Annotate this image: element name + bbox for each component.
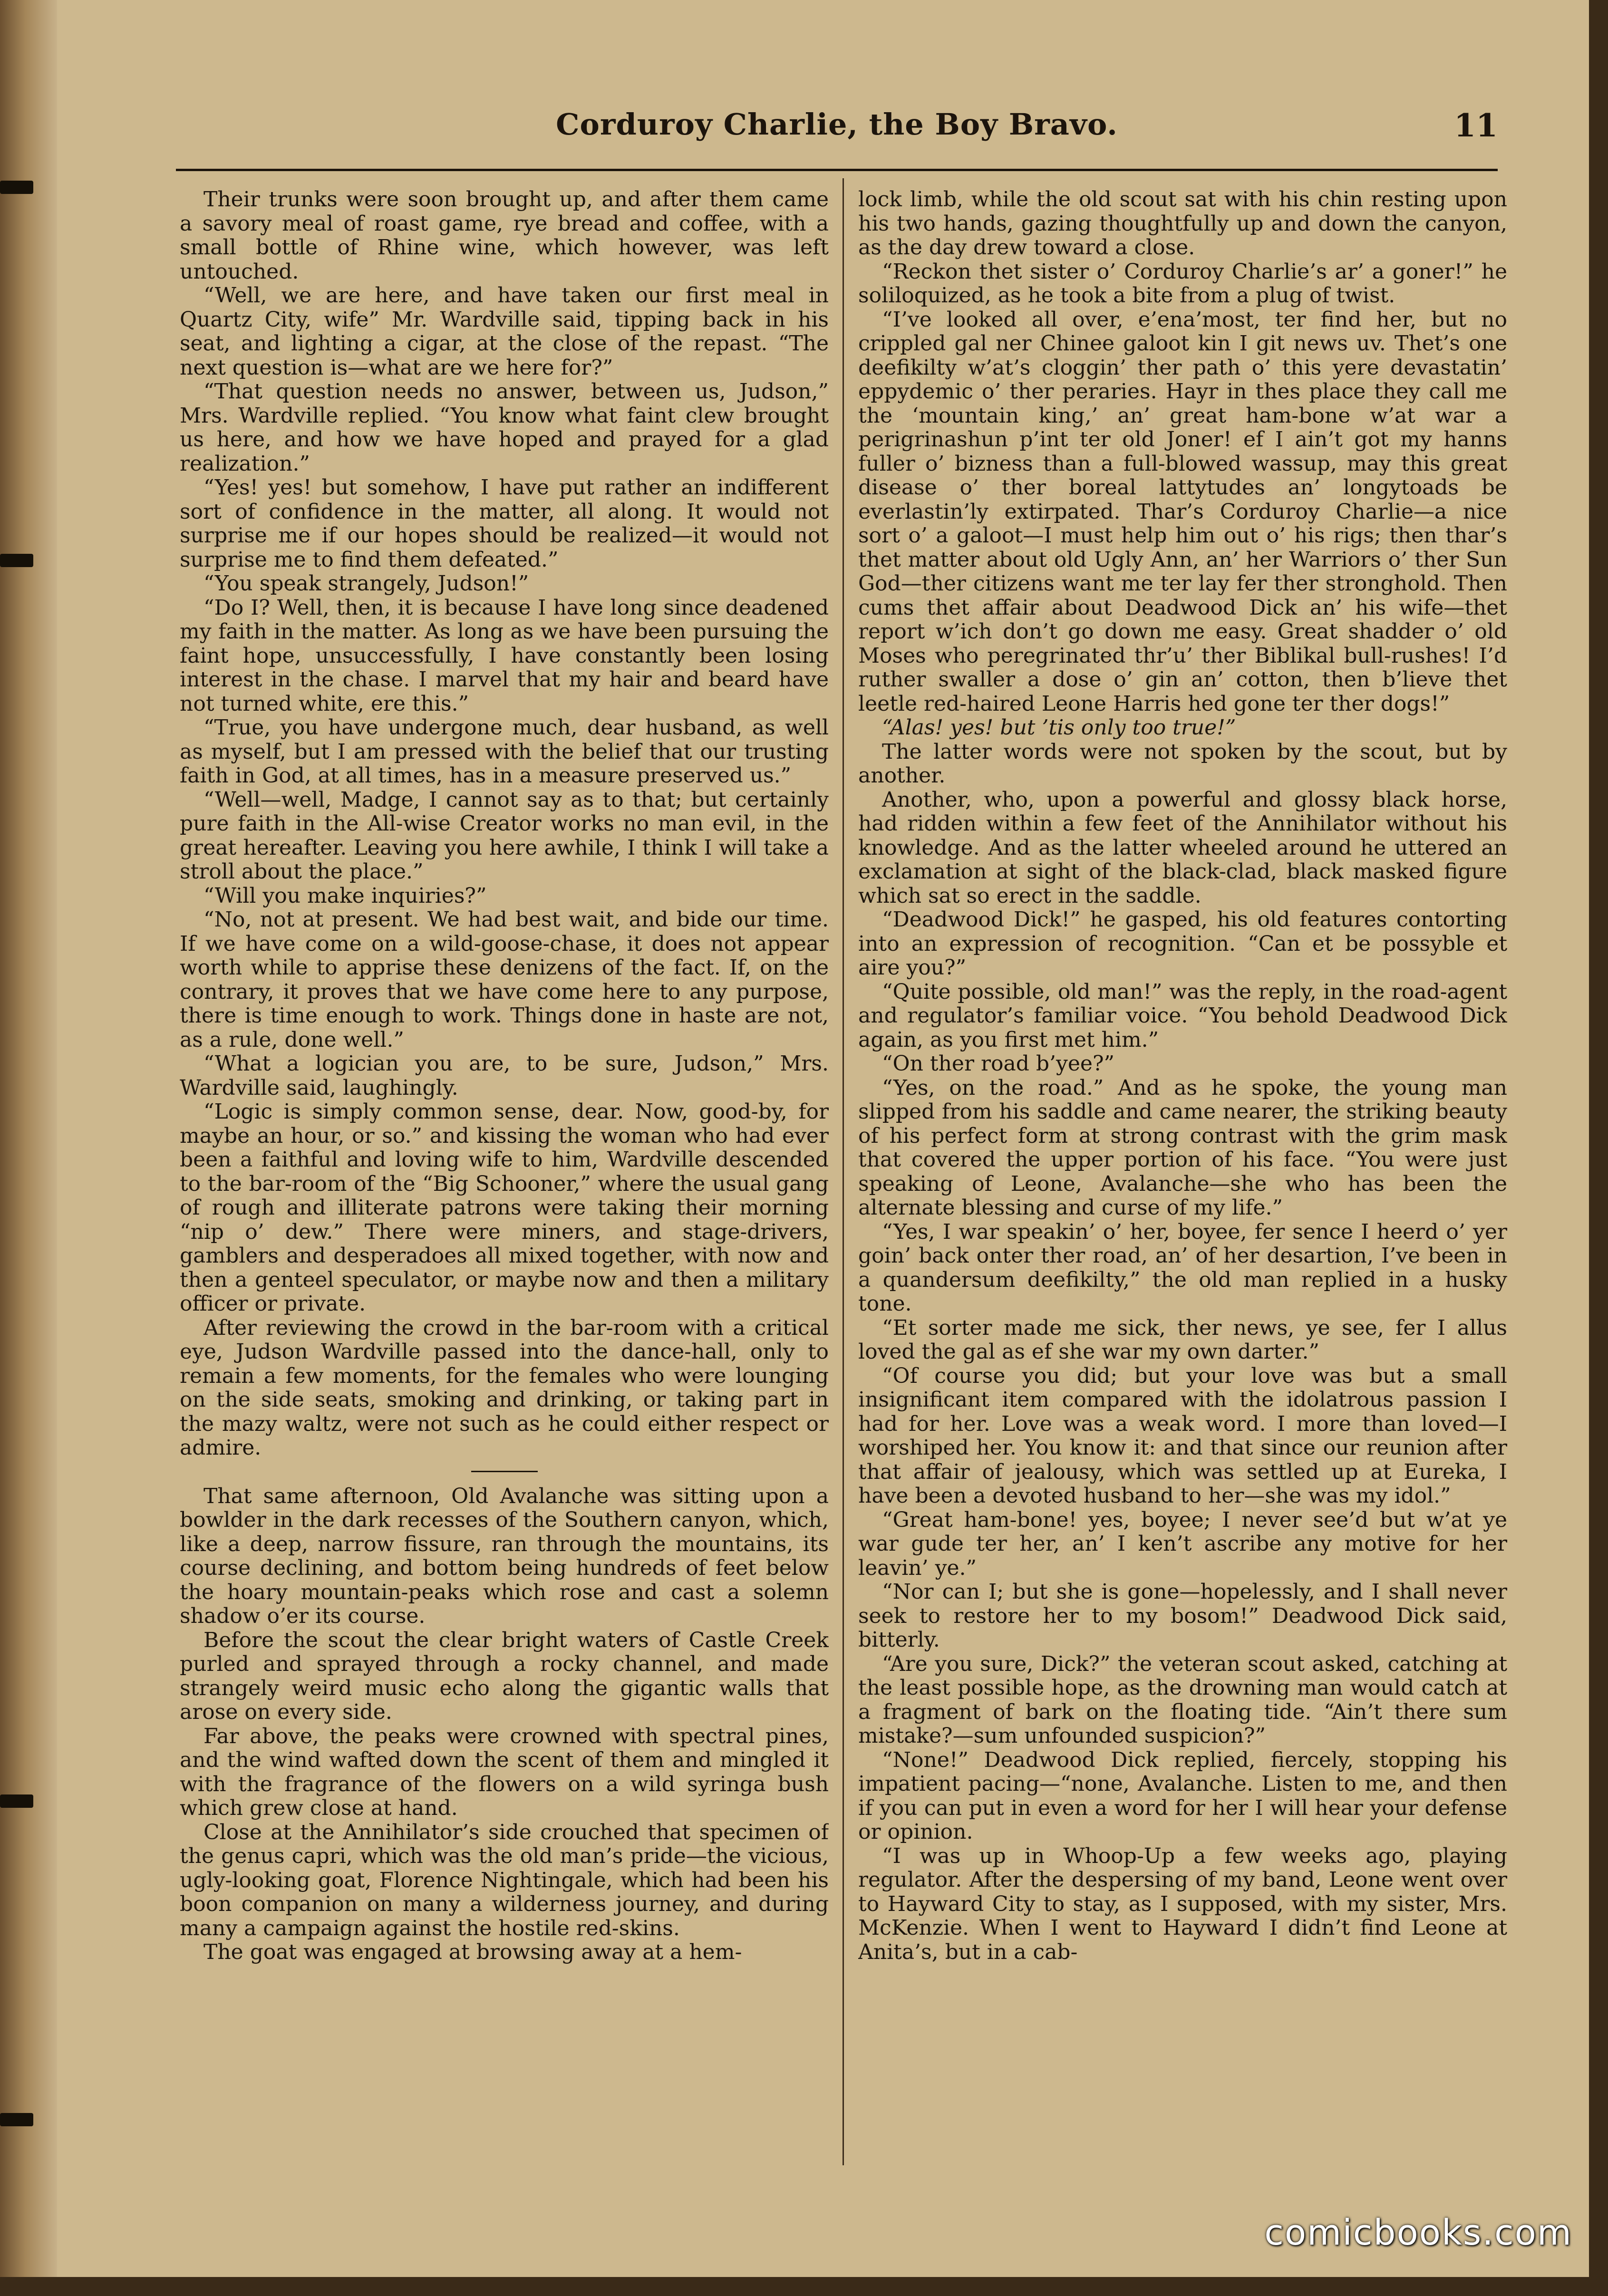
page-edge-bottom	[0, 2277, 1608, 2296]
paragraph: The latter words were not spoken by the scout, but by another.	[858, 739, 1507, 788]
paragraph: After reviewing the crowd in the bar-room with a critical eye, Judson Wardville passed into the dance-hall, only to remain a few moments, for the females who were lounging on the side seats, smoking and drinking, or taking part in the mazy waltz, were not such as he could either respect or admire.	[180, 1315, 829, 1460]
paragraph: “Will you make inquiries?”	[203, 883, 487, 908]
paragraph: “You speak strangely, Judson!”	[203, 571, 529, 596]
paragraph: Their trunks were soon brought up, and after them came a savory meal of roast game, rye bread and coffee, with a small bottle of Rhine wine, which however, was left untouched.	[180, 188, 829, 284]
staple-mark	[0, 181, 33, 194]
paragraph: “Yes, I war speakin’ o’ her, boyee, fer sence I heerd o’ yer goin’ back onter ther road, an’ of her desartion, I’ve been in a quandersum deefikilty,” the old man replied in a husky tone.	[858, 1219, 1507, 1316]
paragraph: The goat was engaged at browsing away at a hem-	[203, 1940, 742, 1964]
left-paragraphs-after-break	[180, 1485, 829, 1965]
paragraph: “Do I? Well, then, it is because I have long since deadened my faith in the matter. As long as we have been pursuing the faint hope, unsuccessfully, I have constantly been losing interest in the chase. I marvel that my hair and beard have not turned white, ere this.”	[180, 595, 829, 716]
watermark: comicbooks.com	[1264, 2212, 1572, 2253]
paragraph: Before the scout the clear bright waters of Castle Creek purled and sprayed through a rocky channel, and made strangely weird music echo along the gigantic walls that arose on every side.	[180, 1628, 829, 1724]
paragraph: “That question needs no answer, between us, Judson,” Mrs. Wardville replied. “You know what faint clew brought us here, and how we have hoped and prayed for a glad realization.”	[180, 379, 829, 476]
staple-mark	[0, 1794, 33, 1808]
continued-paragraph: lock limb, while the old scout sat with his chin resting upon his two hands, gazing thoughtfully up and down the canyon, as the day drew toward a close.	[858, 188, 1507, 260]
header-rule	[176, 169, 1498, 171]
paragraph: Close at the Annihilator’s side crouched that specimen of the genus capri, which was the old man’s pride—the vicious, ugly-looking goat, Florence Nightingale, which had been his boon companion on many a wilderness journey, and during many a campaign against the hostile red-skins.	[180, 1820, 829, 1940]
paragraph: “Great ham-bone! yes, boyee; I never see’d but w’at ye war gude ter her, an’ I ken’t ascribe any motive for her leavin’ ye.”	[858, 1507, 1507, 1580]
paragraph: “None!” Deadwood Dick replied, fiercely, stopping his impatient pacing—“none, Avalanche. Listen to me, and then if you can put in even a word for her I will hear your defense or opinion.	[858, 1747, 1507, 1844]
paragraph: Another, who, upon a powerful and glossy black horse, had ridden within a few feet of the Annihilator without his knowledge. And as the latter wheeled around he uttered an exclamation at sight of the black-clad, black masked figure which sat so erect in the saddle.	[858, 787, 1507, 908]
running-header	[176, 107, 1498, 159]
page-number: 11	[1454, 107, 1498, 144]
paragraph: “Alas! yes! but ’tis only too true!”	[882, 715, 1236, 740]
section-break-rule	[471, 1471, 538, 1472]
binding-gutter	[0, 0, 57, 2296]
paragraph: “Are you sure, Dick?” the veteran scout asked, catching at the least possible hope, as the drowning man would catch at a fragment of bark on the floating tide. “Ain’t there sum mistake?—sum unfounded suspicion?”	[858, 1651, 1507, 1748]
paragraph: “Well—well, Madge, I cannot say as to that; but certainly pure faith in the All-wise Creator works no man evil, in the great hereafter. Leaving you here awhile, I think I will take a stroll about the place.”	[180, 787, 829, 884]
paragraph: “Reckon thet sister o’ Corduroy Charlie’s ar’ a goner!” he soliloquized, as he took a bite from a plug of twist.	[858, 259, 1507, 308]
left-paragraphs	[180, 188, 829, 1460]
right-column	[858, 188, 1507, 2175]
paragraph: “Nor can I; but she is gone—hopelessly, and I shall never seek to restore her to my bosom!” Deadwood Dick said, bitterly.	[858, 1580, 1507, 1652]
paragraph: “Deadwood Dick!” he gasped, his old features contorting into an expression of recognition. “Can et be possyble et aire you?”	[858, 907, 1507, 980]
paragraph: That same afternoon, Old Avalanche was sitting upon a bowlder in the dark recesses of the Southern canyon, which, like a deep, narrow fissure, ran through the mountains, its course declining, and bottom being hundreds of feet below the hoary mountain-peaks which rose and cast a solemn shadow o’er its course.	[180, 1484, 829, 1628]
paragraph: “What a logician you are, to be sure, Judson,” Mrs. Wardville said, laughingly.	[180, 1052, 829, 1100]
paragraph: “I’ve looked all over, e’ena’most, ter find her, but no crippled gal ner Chinee galoot kin I git news uv. Thet’s one deefikilty w’at’s cloggin’ ther path o’ this yere devastatin’ eppydemic o’ ther peraries. Hayr in thes place they call me the ‘mountain king,’ an’ great ham-bone w’at war a perigrinashun p’int ter old Joner! ef I ain’t got my hanns fuller o’ bizness than a full-blowed wassup, may this great disease o’ ther boreal lattytudes an’ longytoads be everlastin’ly extirpated. Thar’s Corduroy Charlie—a nice sort o’ a galoot—I must help him out o’ his rigs; then thar’s thet matter about old Ugly Ann, an’ her Warriors o’ ther Sun God—ther citizens want me ter lay fer ther stronghold. Then cums thet affair about Deadwood Dick an’ his wife—thet report w’ich don’t go down me easy. Great shadder o’ old Moses who peregrinated thr’u’ ther Biblikal bull-rushes! I’d ruther swaller a dose o’ gin an’ cotton, then b’lieve thet leetle red-haired Leone Harris hed gone ter ther dogs!”	[858, 307, 1507, 716]
running-title: Corduroy Charlie, the Boy Bravo.	[556, 107, 1118, 142]
paragraph: Far above, the peaks were crowned with spectral pines, and the wind wafted down the scent of them and mingled it with the fragrance of the flowers on a wild syringa bush which grew close at hand.	[180, 1724, 829, 1820]
paragraph: “Yes! yes! but somehow, I have put rather an indifferent sort of confidence in the matter, all along. It would not surprise me if our hopes should be realized—it would not surprise me to find them defeated.”	[180, 475, 829, 572]
staple-mark	[0, 2113, 33, 2126]
paragraph: “Yes, on the road.” And as he spoke, the young man slipped from his saddle and came nearer, the striking beauty of his perfect form at strong contrast with the grim mask that covered the upper portion of his face. “You were just speaking of Leone, Avalanche—she who has been the alternate blessing and curse of my life.”	[858, 1075, 1507, 1220]
paragraph: “True, you have undergone much, dear husband, as well as myself, but I am pressed with the belief that our trusting faith in God, at all times, has in a measure preserved us.”	[180, 715, 829, 788]
paragraph: “Of course you did; but your love was but a small insignificant item compared with the idolatrous passion I had for her. Love was a weak word. I more than loved—I worshiped her. You know it: and that since our reunion after that affair of jealousy, which was settled up at Eureka, I have been a devoted husband to her—she was my idol.”	[858, 1363, 1507, 1508]
paragraph: “I was up in Whoop-Up a few weeks ago, playing regulator. After the despersing of my band, Leone went over to Hayward City to stay, as I supposed, with my sister, Mrs. McKenzie. When I went to Hayward I didn’t find Leone at Anita’s, but in a cab-	[858, 1843, 1507, 1964]
column-divider	[843, 178, 844, 2165]
paragraph: “Et sorter made me sick, ther news, ye see, fer I allus loved the gal as ef she war my own darter.”	[858, 1315, 1507, 1364]
page-edge-right	[1589, 0, 1608, 2296]
paragraph: “On ther road b’yee?”	[882, 1052, 1115, 1076]
paragraph: “No, not at present. We had best wait, and bide our time. If we have come on a wild-goose-chase, it does not appear worth while to apprise these denizens of the fact. If, on the contrary, it proves that we have come here to any purpose, there is time enough to work. Things done in haste are not, as a rule, done well.”	[180, 907, 829, 1052]
paragraph: “Quite possible, old man!” was the reply, in the road-agent and regulator’s familiar voice. “You behold Deadwood Dick again, as you first met him.”	[858, 979, 1507, 1052]
paragraph: “Well, we are here, and have taken our first meal in Quartz City, wife” Mr. Wardville said, tipping back in his seat, and lighting a cigar, at the close of the repast. “The next question is—what are we here for?”	[180, 283, 829, 380]
staple-mark	[0, 554, 33, 567]
left-column	[180, 188, 829, 2175]
paragraph: “Logic is simply common sense, dear. Now, good-by, for maybe an hour, or so.” and kissing the woman who had ever been a faithful and loving wife to him, Wardville descended to the bar-room of the “Big Schooner,” where the usual gang of rough and illiterate patrons were taking their morning “nip o’ dew.” There were miners, and stage-drivers, gamblers and desperadoes all mixed together, with now and then a genteel speculator, or maybe now and then a military officer or private.	[180, 1100, 829, 1316]
